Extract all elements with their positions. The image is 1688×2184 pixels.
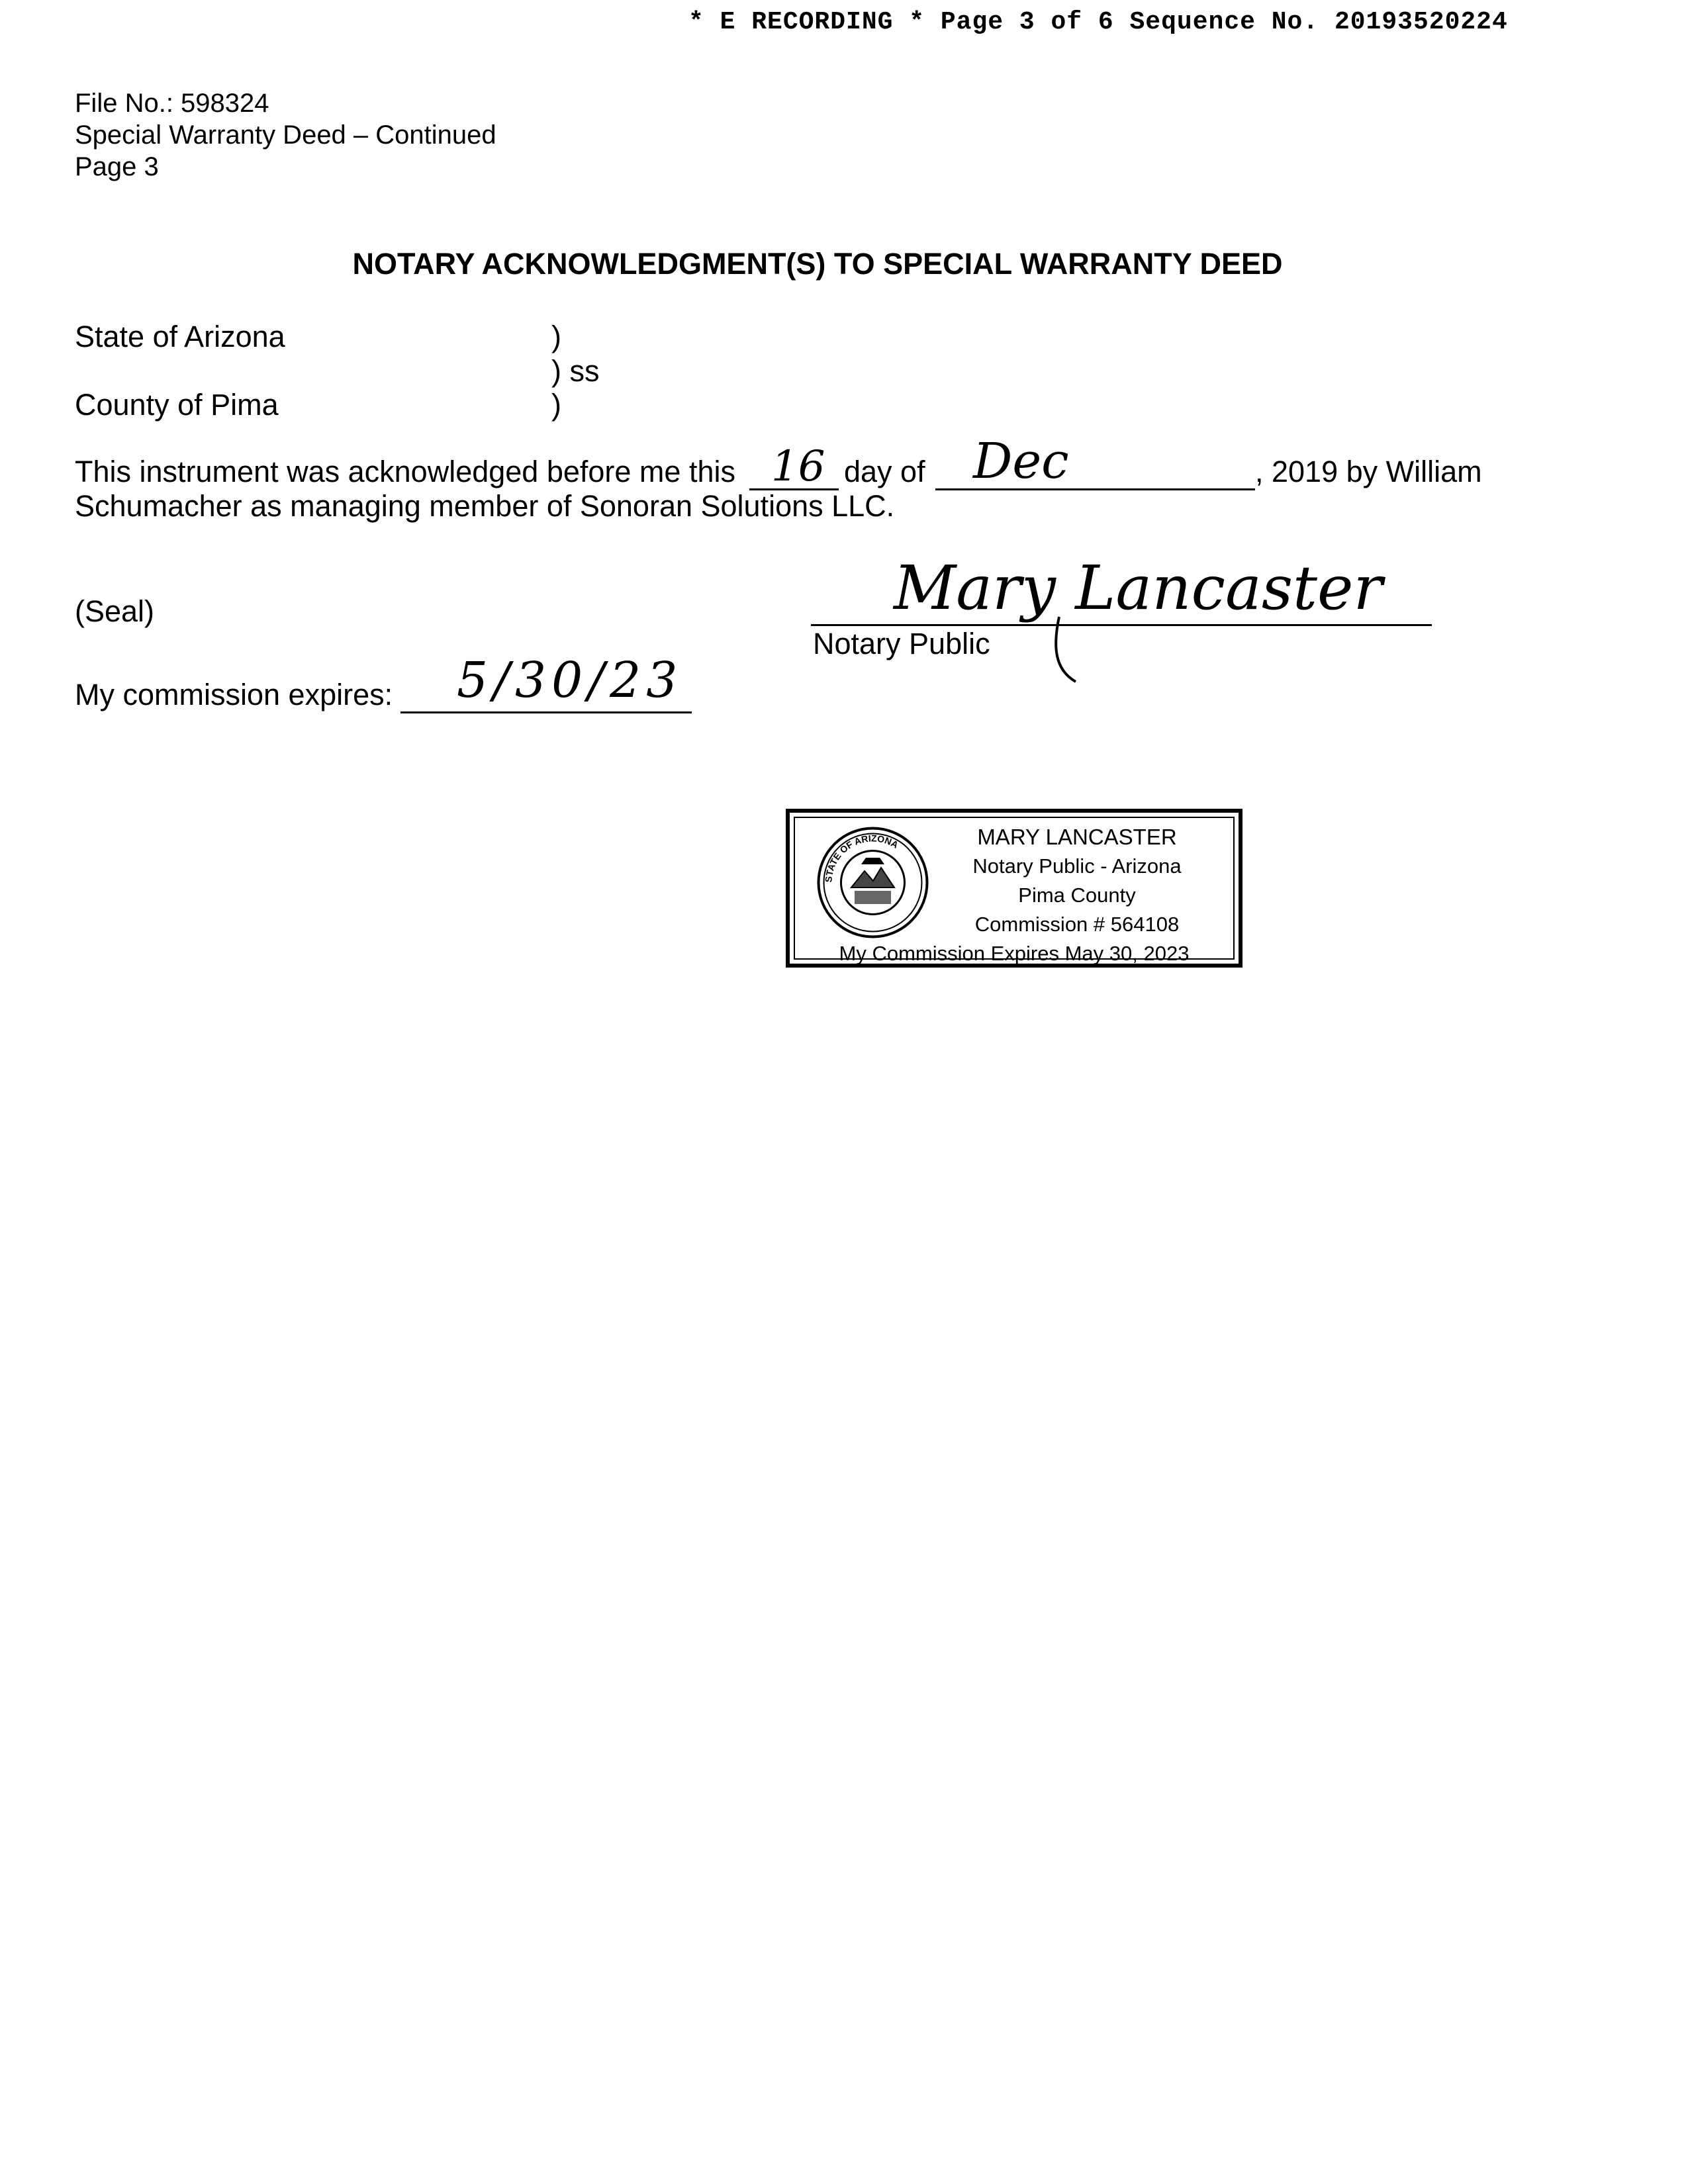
notary-public-label: Notary Public <box>813 627 990 660</box>
signature-flourish <box>1039 615 1079 688</box>
commission-blank-line <box>400 711 692 713</box>
acknowledgment-line-2: Schumacher as managing member of Sonoran Solutions LLC. <box>75 489 895 523</box>
month-handwritten: Dec <box>973 433 1069 490</box>
recording-header: * E RECORDING * Page 3 of 6 Sequence No. 20193520224 <box>688 8 1508 36</box>
commission-expires-label: My commission expires: <box>75 678 393 711</box>
file-number: File No.: 598324 <box>75 89 269 118</box>
document-type: Special Warranty Deed – Continued <box>75 120 496 150</box>
venue-paren-ss: ) ss <box>551 354 600 388</box>
stamp-county: Pima County <box>1018 884 1136 907</box>
stamp-expiration: My Commission Expires May 30, 2023 <box>839 942 1190 965</box>
stamp-commission-number: Commission # 564108 <box>974 913 1180 936</box>
stamp-title: Notary Public - Arizona <box>972 854 1182 878</box>
document-title: NOTARY ACKNOWLEDGMENT(S) TO SPECIAL WARRANTY DEED <box>352 247 1283 281</box>
stamp-name: MARY LANCASTER <box>977 825 1177 849</box>
acknowledgment-day-of: day of <box>844 455 925 488</box>
acknowledgment-year: , 2019 by William <box>1255 455 1482 488</box>
venue-paren-1: ) <box>551 320 561 353</box>
venue-paren-3: ) <box>551 388 561 422</box>
seal-label: (Seal) <box>75 594 155 628</box>
commission-date-handwritten: 5/30/23 <box>457 652 683 709</box>
acknowledgment-text-start: This instrument was acknowledged before me this <box>75 455 735 488</box>
signature-line <box>811 624 1432 626</box>
state-seal-icon <box>815 825 931 940</box>
venue-county: County of Pima <box>75 388 279 422</box>
notary-stamp <box>786 809 1243 968</box>
day-handwritten: 16 <box>771 442 825 491</box>
venue-state: State of Arizona <box>75 320 285 353</box>
seal-ring-text: STATE OF ARIZONA <box>823 833 901 883</box>
page-label: Page 3 <box>75 152 159 181</box>
notary-signature: Mary Lancaster <box>894 553 1383 623</box>
